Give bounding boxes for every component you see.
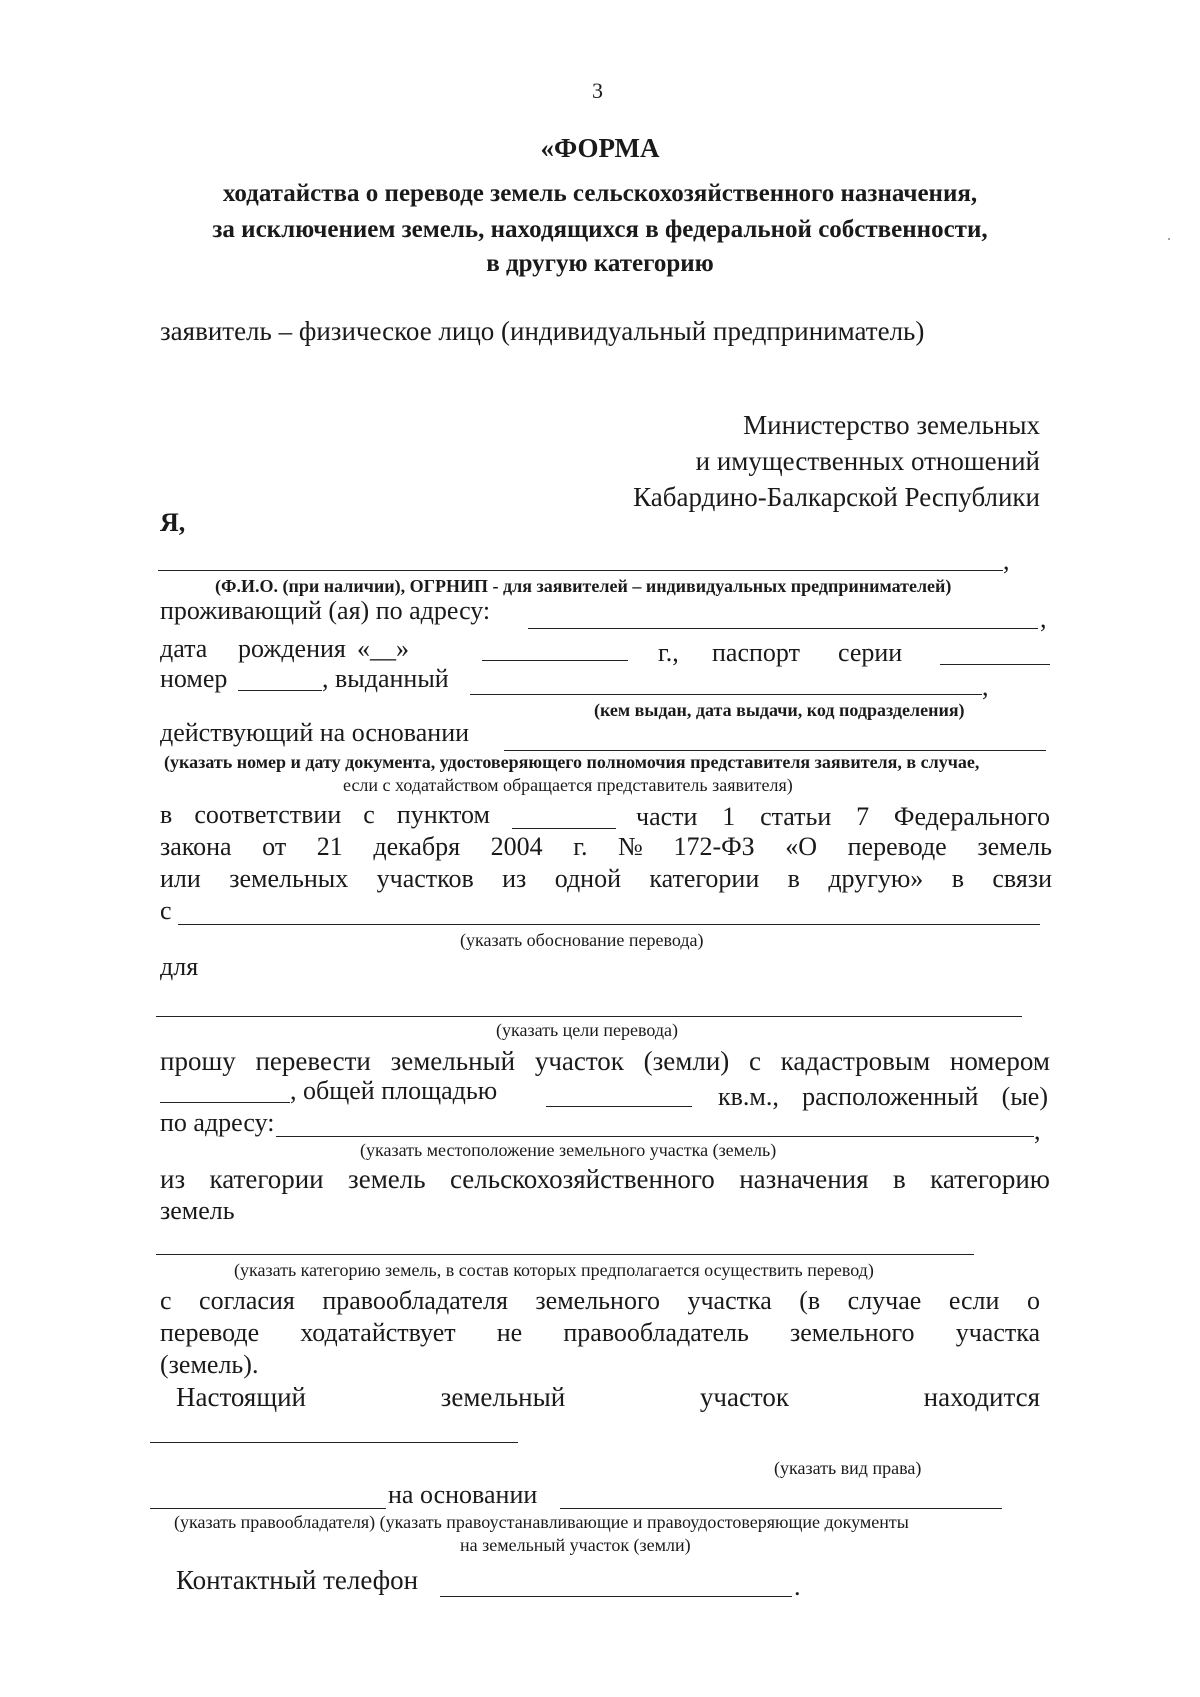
reason-hint: (указать обоснование перевода): [460, 930, 704, 950]
goal-blank[interactable]: [156, 1016, 1022, 1017]
addressee-line-1: Министерство земельных: [743, 410, 1040, 440]
form-title: «ФОРМА: [540, 133, 660, 163]
consent-line-3: (земель).: [160, 1350, 259, 1379]
applicant-type: заявитель – физическое лицо (индивидуальный предприниматель): [160, 316, 925, 346]
series-label: серии: [838, 638, 903, 667]
reason-blank[interactable]: [178, 924, 1040, 925]
acting-blank[interactable]: [504, 750, 1046, 751]
law-line-1b: части 1 статьи 7 Федерального: [636, 802, 1050, 831]
consent-line-2: переводе ходатайствует не правообладатель земельного участка: [160, 1318, 1040, 1347]
fio-comma: ,: [1003, 546, 1010, 575]
plot-line: Настоящий земельный участок находится: [176, 1382, 1040, 1412]
dlya-label: для: [160, 952, 199, 981]
issued-hint: (кем выдан, дата выдачи, код подразделения): [594, 700, 965, 720]
right-hint: (указать вид права): [774, 1458, 922, 1478]
dob-blank[interactable]: [482, 660, 628, 661]
fio-blank[interactable]: [158, 570, 1003, 571]
location-hint: (указать местоположение земельного участка (земель): [360, 1140, 777, 1160]
number-label: номер: [160, 664, 228, 693]
passport-label: паспорт: [712, 638, 800, 667]
phone-period: .: [794, 1572, 801, 1601]
addressee-line-3: Кабардино-Балкарской Республики: [633, 482, 1040, 512]
dob-day: «__»: [357, 634, 409, 663]
lands-label: земель: [160, 1196, 235, 1225]
category-hint: (указать категорию земель, в состав которых предполагается осуществить перевод): [234, 1260, 874, 1280]
scan-speck: [1168, 238, 1170, 240]
issued-comma: ,: [982, 672, 989, 701]
series-blank[interactable]: [940, 664, 1050, 665]
at-address-label: по адресу:: [160, 1108, 275, 1137]
issued-blank[interactable]: [470, 694, 982, 695]
area-blank[interactable]: [546, 1106, 692, 1107]
area-label: , общей площадью: [290, 1076, 498, 1105]
request-line-1: прошу перевести земельный участок (земли) с кадастровым номером: [160, 1046, 1050, 1076]
residing-label: проживающий (ая) по адресу:: [160, 596, 491, 625]
documents-blank[interactable]: [560, 1508, 1002, 1509]
paragraph-blank[interactable]: [512, 828, 616, 829]
phone-label: Контактный телефон: [176, 1565, 419, 1595]
address-comma: ,: [1040, 604, 1047, 633]
number-blank[interactable]: [238, 690, 322, 691]
consent-line-1: с согласия правообладателя земельного участка (в случае если о: [160, 1286, 1040, 1315]
ya-label: Я,: [160, 508, 186, 537]
acting-hint-1: (указать номер и дату документа, удостоверяющего полномочия представителя заявителя, в случае,: [164, 752, 980, 772]
goal-hint: (указать цели перевода): [496, 1020, 679, 1040]
area-line-b: кв.м., расположенный (ые): [718, 1082, 1048, 1111]
cadastral-blank[interactable]: [160, 1102, 290, 1103]
addressee-line-2: и имущественных отношений: [695, 446, 1040, 476]
fio-hint: (Ф.И.О. (при наличии), ОГРНИП - для заявителей – индивидуальных предпринимателей): [215, 576, 952, 596]
category-line: из категории земель сельскохозяйственного назначения в категорию: [160, 1164, 1050, 1194]
page-number: 3: [592, 78, 603, 103]
law-line-1a: в соответствии с пунктом: [160, 800, 490, 829]
law-line-3: или земельных участков из одной категории в другую» в связи: [160, 864, 1052, 893]
location-comma: ,: [1034, 1116, 1041, 1145]
dob-word-1: дата: [160, 634, 208, 663]
address-blank[interactable]: [528, 628, 1038, 629]
acting-label: действующий на основании: [160, 718, 470, 747]
heading-line-3: в другую категорию: [486, 250, 714, 277]
owner-hint: (указать правообладателя) (указать правоустанавливающие и правоудостоверяющие документы: [174, 1512, 909, 1532]
dob-year-suffix: г.,: [658, 638, 679, 667]
dob-word-2: рождения: [238, 634, 346, 663]
owner-blank[interactable]: [150, 1508, 386, 1509]
location-blank[interactable]: [276, 1136, 1034, 1137]
acting-hint-2: если с ходатайством обращается представитель заявителя): [343, 775, 793, 795]
owner-hint-2: на земельный участок (земли): [460, 1535, 691, 1555]
category-blank[interactable]: [156, 1254, 974, 1255]
heading-line-2: за исключением земель, находящихся в федеральной собственности,: [212, 216, 988, 243]
phone-blank[interactable]: [440, 1596, 792, 1597]
heading-line-1: ходатайства о переводе земель сельскохозяйственного назначения,: [222, 180, 978, 207]
issued-label: , выданный: [322, 664, 449, 693]
right-blank[interactable]: [150, 1442, 518, 1443]
on-basis-label: на основании: [388, 1480, 538, 1509]
law-line-2: закона от 21 декабря 2004 г. № 172-ФЗ «О переводе земель: [160, 832, 1052, 861]
s-label: с: [160, 896, 172, 925]
